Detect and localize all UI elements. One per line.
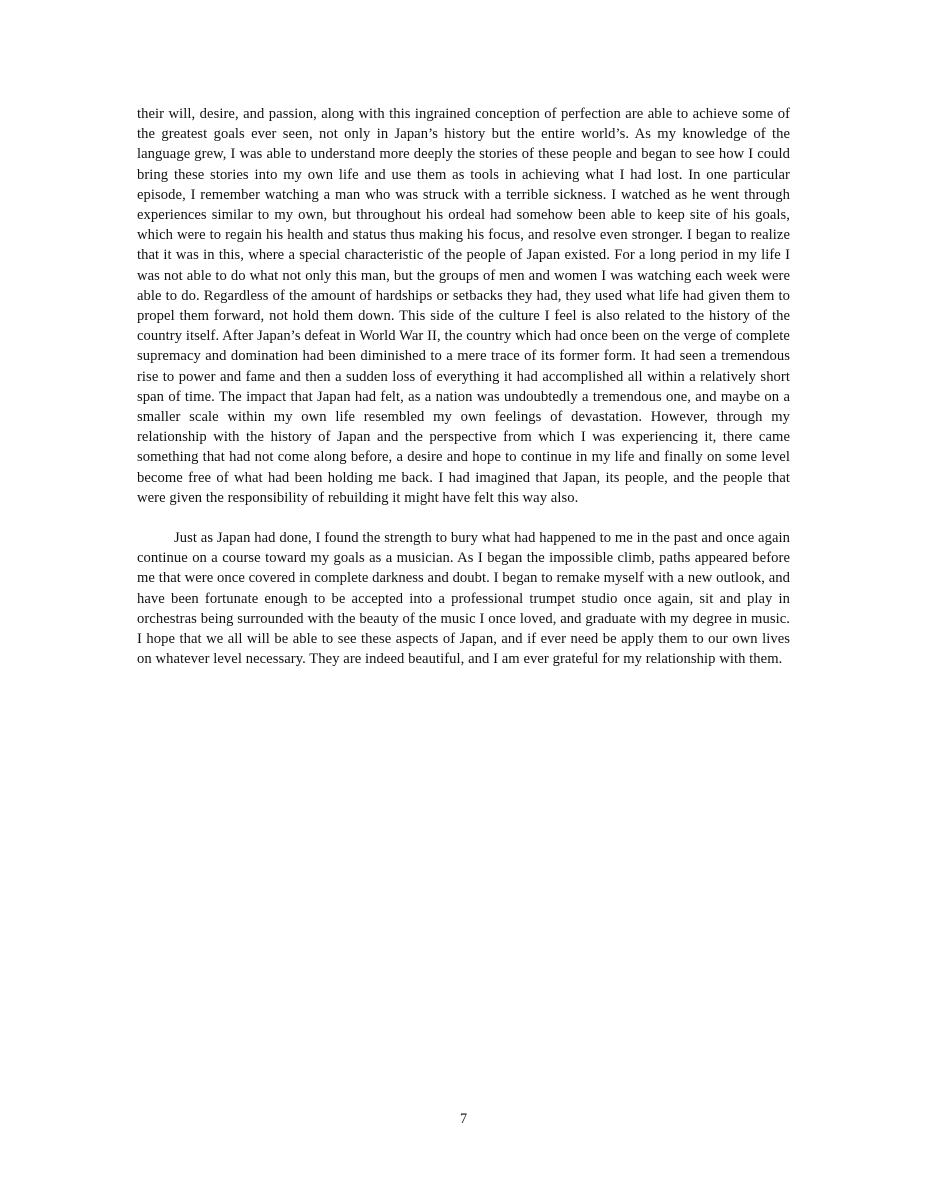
page-number: 7 <box>459 1111 468 1127</box>
paragraph-continued: their will, desire, and passion, along with this ingrained conception of perfection are able to achieve some of the greatest goals ever seen, not only in Japan’s history but the entire world’s. As my knowledge of the language grew, I was able to understand more deeply the stories of these people and began to see how I could bring these stories into my own life and use them as tools in achieving what I had lost. In one particular episode, I remember watching a man who was struck with a terrible sickness. I watched as he went through experiences similar to my own, but throughout his ordeal had somehow been able to keep site of his goals, which were to regain his health and status thus making his focus, and resolve even stronger. I began to realize that it was in this, where a special characteristic of the people of Japan existed. For a long period in my life I was not able to do what not only this man, but the groups of men and women I was watching each week were able to do. Regardless of the amount of hardships or setbacks they had, they used what life had given them to propel them forward, not hold them down. This side of the culture I feel is also related to the history of the country itself. After Japan’s defeat in World War II, the country which had once been on the verge of complete supremacy and domination had been diminished to a mere trace of its former form. It had seen a tremendous rise to power and fame and then a sudden loss of everything it had accomplished all within a relatively short span of time. The impact that Japan had felt, as a nation was undoubtedly a tremendous one, and maybe on a smaller scale within my own life resembled my own feelings of devastation. However, through my relationship with the history of Japan and the perspective from which I was experiencing it, there came something that had not come along before, a desire and hope to continue in my life and finally on some level become free of what had been holding me back. I had imagined that Japan, its people, and the people that were given the responsibility of rebuilding it might have felt this way also. <box>137 106 790 506</box>
page-body <box>137 104 790 669</box>
paragraph-conclusion: Just as Japan had done, I found the strength to bury what had happened to me in the past and once again continue on a course toward my goals as a musician. As I began the impossible climb, paths appeared before me that were once covered in complete darkness and doubt. I began to remake myself with a new outlook, and have been fortunate enough to be accepted into a professional trumpet studio once again, sit and play in orchestras being surrounded with the beauty of the music I once loved, and graduate with my degree in music. I hope that we all will be able to see these aspects of Japan, and if ever need be apply them to our own lives on whatever level necessary. They are indeed beautiful, and I am ever grateful for my relationship with them. <box>137 530 790 668</box>
